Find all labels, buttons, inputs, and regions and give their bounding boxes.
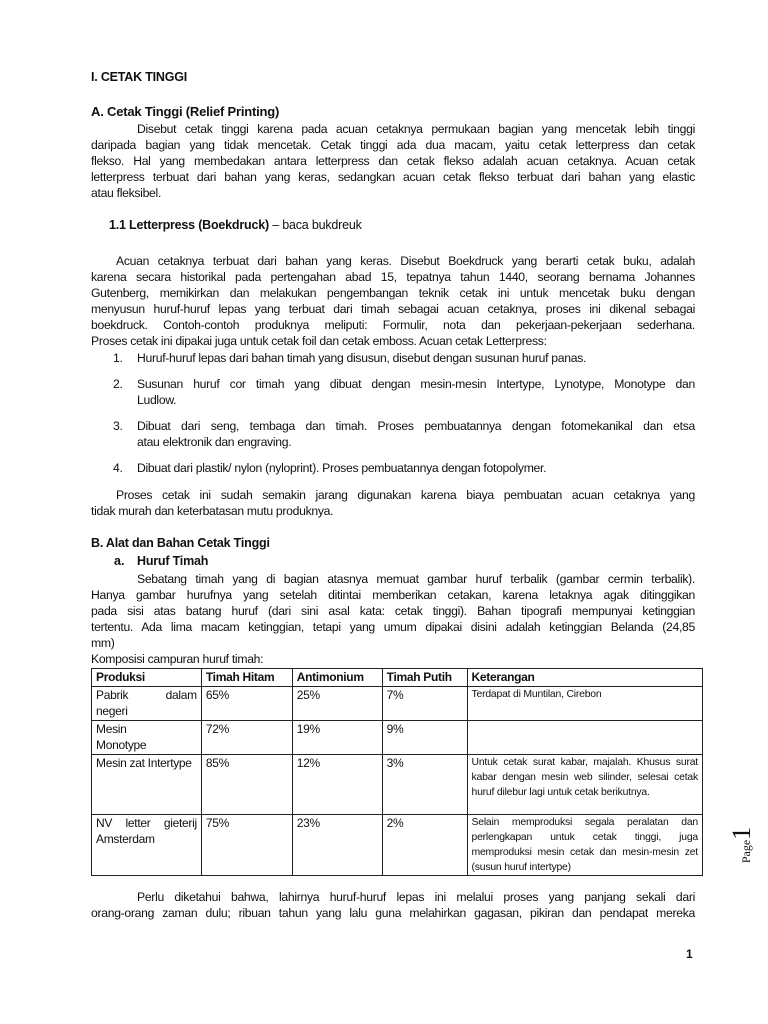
paragraph-line: Hanya gambar hurufnya yang setelah ditintai memberikan cetakan, karena letaknya agak ditinggikan bbox=[91, 588, 695, 602]
paragraph-line: flekso. Hal yang membedakan antara letterpress dan cetak flekso adalah acuan cetaknya. Acuan cetak bbox=[91, 154, 695, 168]
cell-produksi: Mesin zat Intertype bbox=[92, 755, 202, 815]
cell-keterangan: Selain memproduksi segala peralatan dan perlengkapan untuk cetak tinggi, juga memproduksi mesin cetak dan mesin-mesin zet (susun huruf intertype) bbox=[467, 815, 702, 876]
header-timah-putih: Timah Putih bbox=[382, 669, 467, 687]
paragraph-line: pada sisi atas batang huruf (dari sini asal kata: cetak tinggi). Bahan tipografi mempunyai ketinggian bbox=[91, 604, 695, 618]
sub-a-label: a. bbox=[114, 554, 125, 568]
header-timah-hitam: Timah Hitam bbox=[201, 669, 292, 687]
section-a-title: A. Cetak Tinggi (Relief Printing) bbox=[91, 104, 280, 119]
paragraph-line: karena secara historikal pada pertengahan abad 15, tepatnya tahun 1440, seorang bernama Johannes bbox=[91, 270, 695, 284]
paragraph-line: daripada bagian yang tidak mencetak. Cetak tinggi ada dua macam, yaitu cetak letterpress dan cetak bbox=[91, 138, 695, 152]
list-number: 2. bbox=[113, 377, 123, 391]
list-number: 1. bbox=[113, 351, 123, 365]
page-label-vertical bbox=[722, 820, 762, 870]
table-row bbox=[92, 721, 703, 755]
cell-timah-putih: 2% bbox=[382, 815, 467, 876]
cell-produksi: Pabrik dalam negeri bbox=[92, 687, 202, 721]
cell-antimonium: 19% bbox=[292, 721, 382, 755]
paragraph-line: Proses cetak ini sudah semakin jarang digunakan karena biaya pembuatan acuan cetaknya yang bbox=[116, 488, 695, 502]
header-antimonium: Antimonium bbox=[292, 669, 382, 687]
table-row bbox=[92, 687, 703, 721]
cell-produksi: Mesin Monotype bbox=[92, 721, 202, 755]
cell-timah-hitam: 75% bbox=[201, 815, 292, 876]
list-number: 3. bbox=[113, 419, 123, 433]
header-keterangan: Keterangan bbox=[467, 669, 702, 687]
cell-keterangan: Terdapat di Muntilan, Cirebon bbox=[467, 687, 702, 721]
composition-table bbox=[91, 668, 703, 876]
cell-timah-hitam: 85% bbox=[201, 755, 292, 815]
paragraph-line: Acuan cetaknya terbuat dari bahan yang keras. Disebut Boekdruck yang berarti cetak buku, adalah bbox=[116, 254, 695, 268]
paragraph-line: Sebatang timah yang di bagian atasnya memuat gambar huruf terbalik (gambar cermin terbalik). bbox=[137, 572, 695, 586]
page-label-number: 1 bbox=[727, 826, 756, 840]
header-produksi: Produksi bbox=[92, 669, 202, 687]
cell-timah-putih: 7% bbox=[382, 687, 467, 721]
subsection-1-1-title bbox=[109, 218, 362, 232]
paragraph-line: Perlu diketahui bahwa, lahirnya huruf-huruf lepas ini melalui proses yang panjang sekali dari bbox=[137, 890, 695, 904]
paragraph-line: menyusun huruf-huruf lepas yang terbuat dari timah sebagai acuan cetaknya, proses ini dikenal sebagai bbox=[91, 302, 695, 316]
list-text: Susunan huruf cor timah yang dibuat dengan mesin-mesin Intertype, Lynotype, Monotype dan bbox=[137, 377, 695, 391]
table-caption: Komposisi campuran huruf timah: bbox=[91, 652, 264, 666]
sub-a-title: Huruf Timah bbox=[137, 554, 209, 568]
paragraph-line: Gutenberg, memikirkan dan melakukan pengembangan teknik cetak ini untuk mencetak buku dengan bbox=[91, 286, 695, 300]
cell-antimonium: 23% bbox=[292, 815, 382, 876]
cell-timah-putih: 9% bbox=[382, 721, 467, 755]
paragraph-line: letterpress terbuat dari bahan yang keras, sedangkan acuan cetak flekso terbuat dari bahan yang elastic bbox=[91, 170, 695, 184]
cell-keterangan bbox=[467, 721, 702, 755]
cell-timah-hitam: 65% bbox=[201, 687, 292, 721]
subsection-title-rest: – baca bukdreuk bbox=[268, 218, 362, 232]
paragraph-line: Disebut cetak tinggi karena pada acuan cetaknya permukaan bagian yang mencetak lebih tinggi bbox=[137, 122, 695, 136]
footer-page-number: 1 bbox=[686, 947, 693, 961]
main-heading: I. CETAK TINGGI bbox=[91, 70, 188, 84]
list-text: atau elektronik dan engraving. bbox=[137, 435, 292, 449]
table-row bbox=[92, 755, 703, 815]
list-text: Dibuat dari plastik/ nylon (nyloprint). Proses pembuatannya dengan fotopolymer. bbox=[137, 461, 547, 475]
list-text: Huruf-huruf lepas dari bahan timah yang disusun, disebut dengan susunan huruf panas. bbox=[137, 351, 587, 365]
paragraph-line: orang-orang zaman dulu; ribuan tahun yang lalu guna melahirkan gagasan, pikiran dan pendapat mereka bbox=[91, 906, 695, 920]
paragraph-line: mm) bbox=[91, 636, 115, 650]
cell-antimonium: 12% bbox=[292, 755, 382, 815]
list-text: Dibuat dari seng, tembaga dan timah. Proses pembuatannya dengan fotomekanikal dan etsa bbox=[137, 419, 695, 433]
cell-produksi: NV letter gieterij Amsterdam bbox=[92, 815, 202, 876]
cell-antimonium: 25% bbox=[292, 687, 382, 721]
paragraph-line: Proses cetak ini dipakai juga untuk cetak foil dan cetak emboss. Acuan cetak Letterpress: bbox=[91, 334, 547, 348]
list-text: Ludlow. bbox=[137, 393, 177, 407]
list-number: 4. bbox=[113, 461, 123, 475]
page-label-word: Page bbox=[739, 839, 753, 864]
cell-timah-hitam: 72% bbox=[201, 721, 292, 755]
paragraph-line: tidak murah dan keterbatasan mutu produknya. bbox=[91, 504, 334, 518]
subsection-title-bold: 1.1 Letterpress (Boekdruck) bbox=[109, 218, 269, 232]
table-row bbox=[92, 815, 703, 876]
paragraph-line: tertentu. Ada lima macam ketinggian, tetapi yang umum dipakai disini adalah ketinggian Belanda (24,85 bbox=[91, 620, 695, 634]
table-header-row bbox=[92, 669, 703, 687]
paragraph-line: boekdruck. Contoh-contoh produknya meliputi: Formulir, nota dan pekerjaan-pekerjaan sederhana. bbox=[91, 318, 695, 332]
cell-keterangan: Untuk cetak surat kabar, majalah. Khusus surat kabar dengan mesin web silinder, selesai cetak huruf dilebur lagi untuk cetak berikutnya. bbox=[467, 755, 702, 815]
cell-timah-putih: 3% bbox=[382, 755, 467, 815]
section-b-title: B. Alat dan Bahan Cetak Tinggi bbox=[91, 536, 270, 550]
paragraph-line: atau fleksibel. bbox=[91, 186, 162, 200]
